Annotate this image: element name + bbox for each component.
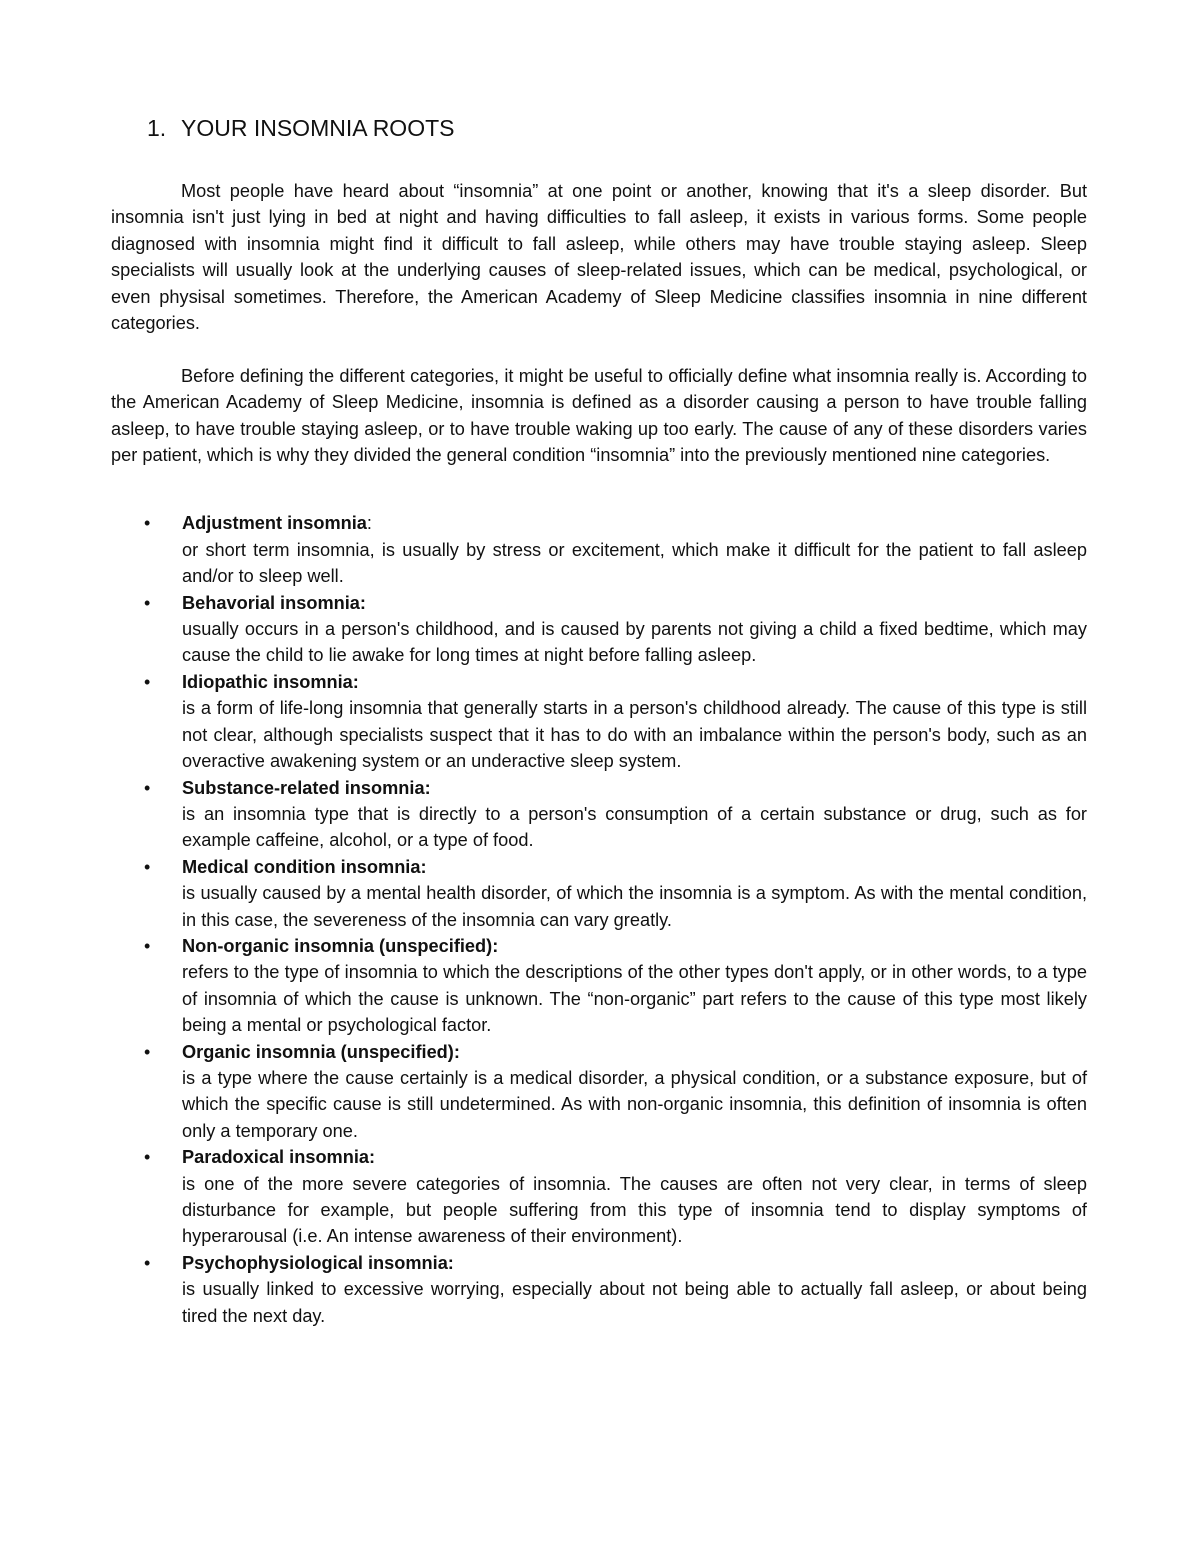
list-item-adjustment [111,510,1087,589]
bullet-icon: • [144,592,151,613]
document-page [111,112,1087,1329]
bullet-icon: • [144,1041,151,1062]
list-item-paradoxical [111,1144,1087,1250]
section-title: YOUR INSOMNIA ROOTS [181,115,455,141]
list-item-organic [111,1039,1087,1145]
bullet-icon: • [144,1147,151,1168]
bullet-icon: • [144,671,151,692]
bullet-icon: • [144,513,151,534]
category-term: Behavorial insomnia: [182,592,366,613]
category-term-suffix: : [366,513,372,534]
category-description: is usually caused by a mental health disorder, of which the insomnia is a symptom. As with the mental condition, in this case, the severeness of the insomnia can vary greatly. [182,883,1087,930]
category-description: usually occurs in a person's childhood, and is caused by parents not giving a child a fixed bedtime, which may cause the child to lie awake for long times at night before falling asleep. [182,619,1087,666]
list-item-substance-related [111,775,1087,854]
bullet-icon: • [144,1252,151,1273]
category-term: Idiopathic insomnia: [182,671,359,692]
list-item-idiopathic [111,669,1087,775]
definition-paragraph: Before defining the different categories, it might be useful to officially define what insomnia really is. According to the American Academy of Sleep Medicine, insomnia is defined as a disorder causing a person to have trouble falling asleep, to have trouble staying asleep, or to have trouble waking up too early. The cause of any of these disorders varies per patient, which is why they divided the general condition “insomnia” into the previously mentioned nine categories. [111,365,1087,466]
category-term: Non-organic insomnia (unspecified): [182,935,499,956]
bullet-icon: • [144,935,151,956]
category-term: Substance-related insomnia: [182,777,431,798]
category-description: is a form of life-long insomnia that generally starts in a person's childhood already. The cause of this type is still not clear, although specialists suspect that it has to do with an imbalance within the person's body, such as an overactive awakening system or an underactive sleep system. [182,698,1087,772]
category-term: Paradoxical insomnia: [182,1147,376,1168]
list-item-medical-condition [111,854,1087,933]
category-description: is one of the more severe categories of insomnia. The causes are often not very clear, in terms of sleep disturbance for example, but people suffering from this type of insomnia tend to display symptoms of hyperarousal (i.e. An intense awareness of their environment). [182,1173,1087,1247]
category-term: Psychophysiological insomnia: [182,1252,454,1273]
category-description: or short term insomnia, is usually by stress or excitement, which make it difficult for the patient to fall asleep and/or to sleep well. [182,539,1087,587]
bullet-icon: • [144,777,151,798]
bullet-icon: • [144,856,151,877]
category-description: is an insomnia type that is directly to a person's consumption of a certain substance or drug, such as for example caffeine, alcohol, or a type of food. [182,803,1087,851]
intro-paragraph: Most people have heard about “insomnia” at one point or another, knowing that it's a sleep disorder. But insomnia isn't just lying in bed at night and having difficulties to fall asleep, it exists in various forms. Some people diagnosed with insomnia might find it difficult to fall asleep, while others may have trouble staying asleep. Sleep specialists will usually look at the underlying causes of sleep-related issues, which can be medical, psychological, or even physisal sometimes. Therefore, the American Academy of Sleep Medicine classifies insomnia in nine different categories. [111,181,1087,334]
category-term: Medical condition insomnia: [182,856,427,877]
insomnia-categories-list [111,510,1087,1329]
category-description: is usually linked to excessive worrying, especially about not being able to actually fall asleep, or about being tired the next day. [182,1279,1087,1326]
list-item-psychophysiological [111,1250,1087,1329]
category-description: is a type where the cause certainly is a medical disorder, a physical condition, or a substance exposure, but of which the specific cause is still undetermined. As with non-organic insomnia, this definition of insomnia is often only a temporary one. [182,1067,1087,1141]
category-description: refers to the type of insomnia to which the descriptions of the other types don't apply, or in other words, to a type of insomnia of which the cause is unknown. The “non-organic” part refers to the cause of this type most likely being a mental or psychological factor. [182,962,1087,1036]
list-item-behavorial [111,590,1087,669]
category-term: Adjustment insomnia [182,513,367,534]
section-number: 1. [147,115,167,141]
list-item-non-organic [111,933,1087,1039]
category-term: Organic insomnia (unspecified): [182,1041,460,1062]
section-heading [147,112,1087,144]
